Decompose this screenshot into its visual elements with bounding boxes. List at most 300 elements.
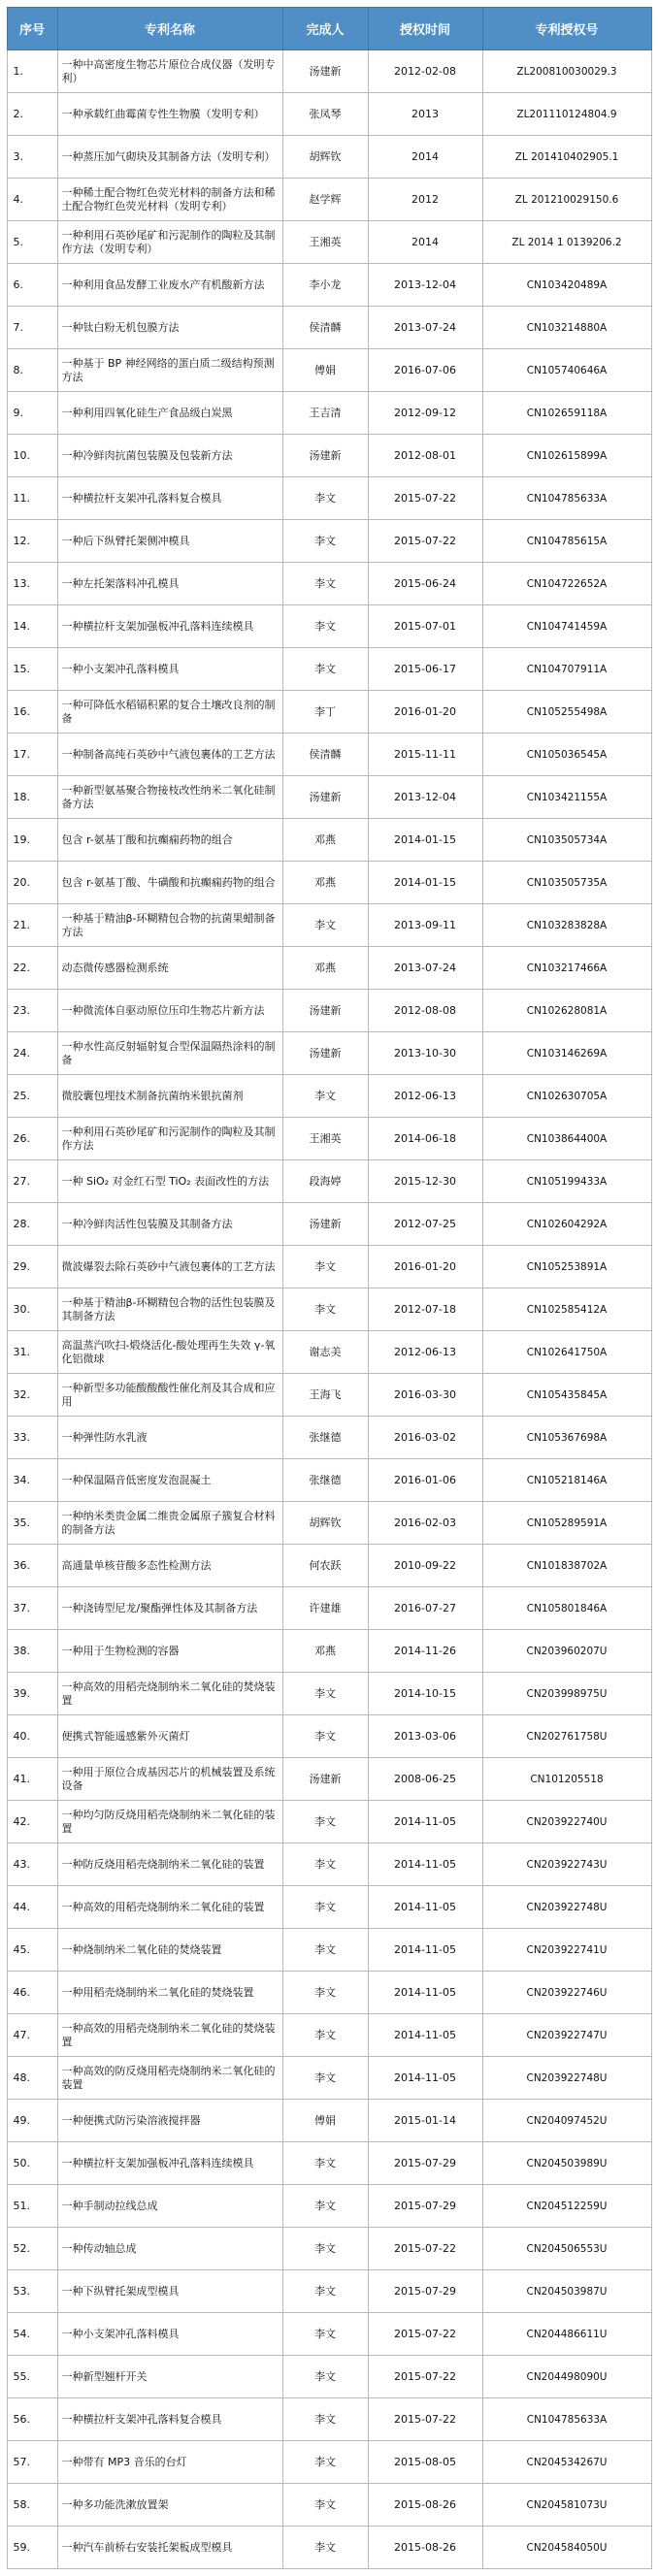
- cell-no: 37.: [7, 1587, 57, 1630]
- cell-no: 18.: [7, 776, 57, 819]
- cell-date: 2014-11-05: [368, 1801, 482, 1843]
- cell-name: 一种冷鲜肉抗菌包装膜及包装新方法: [57, 435, 282, 477]
- table-row: [7, 1545, 651, 1587]
- cell-name: 一种浇铸型尼龙/聚酯弹性体及其制备方法: [57, 1587, 282, 1630]
- cell-no: 20.: [7, 862, 57, 904]
- cell-name: 便携式智能遥感紫外灭菌灯: [57, 1715, 282, 1758]
- cell-inventor: 张凤琴: [282, 93, 368, 136]
- cell-no: 39.: [7, 1673, 57, 1715]
- cell-number: CN204534267U: [482, 2441, 651, 2484]
- cell-number: CN103146269A: [482, 1032, 651, 1075]
- cell-date: 2015-11-11: [368, 734, 482, 776]
- cell-date: 2014-01-15: [368, 819, 482, 862]
- cell-inventor: 李文: [282, 520, 368, 563]
- cell-number: CN101838702A: [482, 1545, 651, 1587]
- cell-name: 一种用于原位合成基因芯片的机械装置及系统设备: [57, 1758, 282, 1801]
- cell-number: CN203922748U: [482, 1886, 651, 1929]
- cell-inventor: 李文: [282, 2228, 368, 2270]
- cell-number: CN204503987U: [482, 2270, 651, 2313]
- cell-no: 42.: [7, 1801, 57, 1843]
- cell-inventor: 王湘英: [282, 221, 368, 264]
- table-row: [7, 520, 651, 563]
- cell-number: CN102628081A: [482, 990, 651, 1032]
- table-row: [7, 2057, 651, 2100]
- cell-inventor: 李文: [282, 2057, 368, 2100]
- cell-inventor: 李文: [282, 2014, 368, 2057]
- table-row: [7, 1118, 651, 1160]
- cell-no: 29.: [7, 1246, 57, 1288]
- cell-name: 一种防反烧用稻壳烧制纳米二氧化硅的装置: [57, 1843, 282, 1886]
- cell-no: 31.: [7, 1331, 57, 1374]
- cell-inventor: 李文: [282, 2313, 368, 2356]
- cell-date: 2012-07-18: [368, 1288, 482, 1331]
- cell-number: CN204581073U: [482, 2484, 651, 2527]
- cell-name: 一种高效的用稻壳烧制纳米二氧化硅的焚烧装置: [57, 2014, 282, 2057]
- cell-name: 一种冷鲜肉活性包装膜及其制备方法: [57, 1203, 282, 1246]
- cell-number: CN203960207U: [482, 1630, 651, 1673]
- table-row: [7, 1160, 651, 1203]
- cell-number: CN103420489A: [482, 264, 651, 307]
- table-row: [7, 477, 651, 520]
- cell-name: 微波爆裂去除石英砂中气液包裹体的工艺方法: [57, 1246, 282, 1288]
- cell-no: 51.: [7, 2185, 57, 2228]
- cell-inventor: 汤建新: [282, 990, 368, 1032]
- table-row: [7, 50, 651, 93]
- cell-name: 一种均匀防反烧用稻壳烧制纳米二氧化硅的装置: [57, 1801, 282, 1843]
- cell-number: CN105435845A: [482, 1374, 651, 1417]
- cell-name: 一种基于 BP 神经网络的蛋白质二级结构预测方法: [57, 349, 282, 392]
- cell-number: CN203922747U: [482, 2014, 651, 2057]
- cell-number: CN203922748U: [482, 2057, 651, 2100]
- table-row: [7, 1886, 651, 1929]
- cell-number: CN203922740U: [482, 1801, 651, 1843]
- cell-name: 一种水性高反射辐射复合型保温隔热涂料的制备: [57, 1032, 282, 1075]
- cell-date: 2014-01-15: [368, 862, 482, 904]
- cell-no: 12.: [7, 520, 57, 563]
- cell-inventor: 侯清麟: [282, 307, 368, 349]
- cell-date: 2014-06-18: [368, 1118, 482, 1160]
- cell-no: 46.: [7, 1972, 57, 2014]
- table-row: [7, 2100, 651, 2142]
- cell-number: CN101205518: [482, 1758, 651, 1801]
- cell-no: 17.: [7, 734, 57, 776]
- cell-no: 44.: [7, 1886, 57, 1929]
- cell-no: 15.: [7, 648, 57, 691]
- cell-number: CN204512259U: [482, 2185, 651, 2228]
- cell-name: 一种基于精油β-环糊精包合物的抗菌果蜡制备方法: [57, 904, 282, 947]
- table-row: [7, 2313, 651, 2356]
- cell-inventor: 邓燕: [282, 862, 368, 904]
- cell-date: 2016-01-06: [368, 1459, 482, 1502]
- cell-number: CN103217466A: [482, 947, 651, 990]
- table-row: [7, 349, 651, 392]
- cell-inventor: 段海婷: [282, 1160, 368, 1203]
- cell-date: 2015-01-14: [368, 2100, 482, 2142]
- table-row: [7, 2527, 651, 2569]
- header-number: 专利授权号: [482, 8, 651, 50]
- cell-name: 一种新型翘杆开关: [57, 2356, 282, 2398]
- cell-number: CN203922746U: [482, 1972, 651, 2014]
- cell-inventor: 汤建新: [282, 1032, 368, 1075]
- cell-name: 一种 SiO₂ 对金红石型 TiO₂ 表面改性的方法: [57, 1160, 282, 1203]
- cell-number: CN103505734A: [482, 819, 651, 862]
- cell-number: CN102615899A: [482, 435, 651, 477]
- cell-no: 10.: [7, 435, 57, 477]
- cell-date: 2016-03-30: [368, 1374, 482, 1417]
- cell-date: 2015-07-22: [368, 2313, 482, 2356]
- table-row: [7, 1032, 651, 1075]
- cell-inventor: 李文: [282, 2441, 368, 2484]
- cell-name: 一种基于精油β-环糊精包合物的活性包装膜及其制备方法: [57, 1288, 282, 1331]
- cell-name: 一种传动轴总成: [57, 2228, 282, 2270]
- table-row: [7, 904, 651, 947]
- cell-no: 50.: [7, 2142, 57, 2185]
- table-row: [7, 1288, 651, 1331]
- table-row: [7, 264, 651, 307]
- cell-date: 2014: [368, 221, 482, 264]
- table-row: [7, 1715, 651, 1758]
- cell-date: 2013: [368, 93, 482, 136]
- cell-no: 41.: [7, 1758, 57, 1801]
- cell-date: 2012-08-08: [368, 990, 482, 1032]
- cell-no: 36.: [7, 1545, 57, 1587]
- cell-number: CN204506553U: [482, 2228, 651, 2270]
- cell-inventor: 张继德: [282, 1417, 368, 1459]
- cell-name: 一种利用四氧化硅生产食品级白炭黑: [57, 392, 282, 435]
- table-row: [7, 307, 651, 349]
- cell-number: CN104722652A: [482, 563, 651, 605]
- cell-inventor: 谢志美: [282, 1331, 368, 1374]
- table-row: [7, 1929, 651, 1972]
- cell-inventor: 李丁: [282, 691, 368, 734]
- cell-name: 一种烧制纳米二氧化硅的焚烧装置: [57, 1929, 282, 1972]
- cell-name: 一种横拉杆支架加强板冲孔落料连续模具: [57, 2142, 282, 2185]
- cell-inventor: 李文: [282, 2185, 368, 2228]
- cell-no: 3.: [7, 136, 57, 179]
- cell-date: 2012-06-13: [368, 1075, 482, 1118]
- table-row: [7, 2484, 651, 2527]
- cell-name: 一种小支架冲孔落料模具: [57, 2313, 282, 2356]
- table-row: [7, 1758, 651, 1801]
- cell-no: 9.: [7, 392, 57, 435]
- cell-number: CN202761758U: [482, 1715, 651, 1758]
- cell-name: 一种横拉杆支架冲孔落料复合模具: [57, 477, 282, 520]
- cell-inventor: 李文: [282, 1673, 368, 1715]
- cell-name: 包含 r-氨基丁酸和抗癫痫药物的组合: [57, 819, 282, 862]
- table-row: [7, 392, 651, 435]
- cell-date: 2013-09-11: [368, 904, 482, 947]
- cell-name: 一种小支架冲孔落料模具: [57, 648, 282, 691]
- table-row: [7, 1459, 651, 1502]
- cell-number: CN103214880A: [482, 307, 651, 349]
- table-row: [7, 2441, 651, 2484]
- cell-number: ZL 201210029150.6: [482, 179, 651, 221]
- cell-inventor: 李文: [282, 1075, 368, 1118]
- table-row: [7, 1972, 651, 2014]
- cell-inventor: 胡辉钦: [282, 1502, 368, 1545]
- cell-date: 2015-06-17: [368, 648, 482, 691]
- header-no: 序号: [7, 8, 57, 50]
- cell-no: 1.: [7, 50, 57, 93]
- cell-no: 54.: [7, 2313, 57, 2356]
- table-header: [7, 8, 651, 50]
- cell-inventor: 张继德: [282, 1459, 368, 1502]
- table-row: [7, 1673, 651, 1715]
- cell-no: 58.: [7, 2484, 57, 2527]
- cell-inventor: 汤建新: [282, 1203, 368, 1246]
- cell-inventor: 李文: [282, 477, 368, 520]
- cell-number: CN104741459A: [482, 605, 651, 648]
- cell-date: 2015-07-29: [368, 2185, 482, 2228]
- cell-inventor: 李文: [282, 2356, 368, 2398]
- cell-number: CN204503989U: [482, 2142, 651, 2185]
- table-row: [7, 2014, 651, 2057]
- table-row: [7, 93, 651, 136]
- cell-inventor: 李小龙: [282, 264, 368, 307]
- cell-no: 19.: [7, 819, 57, 862]
- cell-name: 一种新型氨基聚合物接枝改性纳米二氧化硅制备方法: [57, 776, 282, 819]
- cell-number: CN204097452U: [482, 2100, 651, 2142]
- cell-no: 38.: [7, 1630, 57, 1673]
- cell-number: CN105367698A: [482, 1417, 651, 1459]
- cell-name: 一种便携式防污染溶液搅拌器: [57, 2100, 282, 2142]
- table-row: [7, 2356, 651, 2398]
- cell-inventor: 汤建新: [282, 1758, 368, 1801]
- cell-number: CN203922743U: [482, 1843, 651, 1886]
- cell-inventor: 汤建新: [282, 435, 368, 477]
- cell-date: 2014-11-05: [368, 1972, 482, 2014]
- cell-date: 2013-07-24: [368, 307, 482, 349]
- cell-inventor: 邓燕: [282, 947, 368, 990]
- cell-no: 45.: [7, 1929, 57, 1972]
- cell-date: 2015-07-01: [368, 605, 482, 648]
- cell-name: 一种制备高纯石英砂中气液包裹体的工艺方法: [57, 734, 282, 776]
- cell-date: 2013-07-24: [368, 947, 482, 990]
- cell-number: CN103864400A: [482, 1118, 651, 1160]
- cell-name: 一种用稻壳烧制纳米二氧化硅的焚烧装置: [57, 1972, 282, 2014]
- cell-no: 34.: [7, 1459, 57, 1502]
- cell-no: 59.: [7, 2527, 57, 2569]
- cell-name: 一种高效的防反烧用稻壳烧制纳米二氧化硅的装置: [57, 2057, 282, 2100]
- cell-number: ZL 2014 1 0139206.2: [482, 221, 651, 264]
- cell-number: CN105036545A: [482, 734, 651, 776]
- table-row: [7, 1801, 651, 1843]
- cell-name: 微胶囊包埋技术制备抗菌纳米银抗菌剂: [57, 1075, 282, 1118]
- table-row: [7, 435, 651, 477]
- cell-name: 一种利用石英砂尾矿和污泥制作的陶粒及其制作方法（发明专利）: [57, 221, 282, 264]
- cell-number: CN105801846A: [482, 1587, 651, 1630]
- cell-number: CN102630705A: [482, 1075, 651, 1118]
- table-row: [7, 1417, 651, 1459]
- cell-date: 2015-08-26: [368, 2484, 482, 2527]
- table-row: [7, 776, 651, 819]
- cell-inventor: 李文: [282, 1715, 368, 1758]
- cell-date: 2012-09-12: [368, 392, 482, 435]
- cell-name: 一种承载红曲霉菌专性生物膜（发明专利）: [57, 93, 282, 136]
- cell-no: 8.: [7, 349, 57, 392]
- table-row: [7, 947, 651, 990]
- cell-no: 52.: [7, 2228, 57, 2270]
- patent-table: [7, 7, 652, 2569]
- cell-number: CN105218146A: [482, 1459, 651, 1502]
- table-row: [7, 1246, 651, 1288]
- table-body: [7, 50, 651, 2569]
- cell-name: 一种后下纵臂托架侧冲模具: [57, 520, 282, 563]
- table-row: [7, 862, 651, 904]
- cell-no: 26.: [7, 1118, 57, 1160]
- cell-no: 14.: [7, 605, 57, 648]
- table-row: [7, 563, 651, 605]
- cell-inventor: 王湘英: [282, 1118, 368, 1160]
- table-row: [7, 2398, 651, 2441]
- table-row: [7, 2185, 651, 2228]
- cell-inventor: 汤建新: [282, 50, 368, 93]
- cell-date: 2012-02-08: [368, 50, 482, 93]
- cell-inventor: 王吉清: [282, 392, 368, 435]
- cell-inventor: 李文: [282, 2270, 368, 2313]
- cell-date: 2012-07-25: [368, 1203, 482, 1246]
- cell-date: 2015-07-29: [368, 2142, 482, 2185]
- cell-date: 2013-12-04: [368, 776, 482, 819]
- cell-no: 48.: [7, 2057, 57, 2100]
- cell-no: 5.: [7, 221, 57, 264]
- cell-inventor: 胡辉钦: [282, 136, 368, 179]
- cell-date: 2016-01-20: [368, 691, 482, 734]
- cell-no: 4.: [7, 179, 57, 221]
- cell-name: 包含 r-氨基丁酸、牛磺酸和抗癫痫药物的组合: [57, 862, 282, 904]
- cell-name: 一种下纵臂托架成型模具: [57, 2270, 282, 2313]
- table-row: [7, 1630, 651, 1673]
- cell-date: 2013-03-06: [368, 1715, 482, 1758]
- cell-number: CN105255498A: [482, 691, 651, 734]
- cell-date: 2016-01-20: [368, 1246, 482, 1288]
- cell-no: 33.: [7, 1417, 57, 1459]
- table-row: [7, 1331, 651, 1374]
- cell-no: 35.: [7, 1502, 57, 1545]
- cell-date: 2013-12-04: [368, 264, 482, 307]
- cell-no: 7.: [7, 307, 57, 349]
- cell-inventor: 许建雄: [282, 1587, 368, 1630]
- cell-no: 6.: [7, 264, 57, 307]
- cell-date: 2015-07-22: [368, 477, 482, 520]
- cell-inventor: 李文: [282, 648, 368, 691]
- table-row: [7, 2142, 651, 2185]
- cell-name: 一种左托架落料冲孔模具: [57, 563, 282, 605]
- cell-number: CN204498090U: [482, 2356, 651, 2398]
- cell-inventor: 傅娟: [282, 349, 368, 392]
- cell-name: 高通量单核苷酸多态性检测方法: [57, 1545, 282, 1587]
- cell-name: 一种纳米类贵金属二维贵金属原子簇复合材料的制备方法: [57, 1502, 282, 1545]
- cell-inventor: 李文: [282, 1972, 368, 2014]
- cell-number: CN105199433A: [482, 1160, 651, 1203]
- cell-no: 27.: [7, 1160, 57, 1203]
- cell-name: 一种钛白粉无机包膜方法: [57, 307, 282, 349]
- cell-no: 21.: [7, 904, 57, 947]
- cell-name: 一种高效的用稻壳烧制纳米二氧化硅的装置: [57, 1886, 282, 1929]
- cell-name: 一种微流体自驱动原位压印生物芯片新方法: [57, 990, 282, 1032]
- cell-inventor: 邓燕: [282, 1630, 368, 1673]
- cell-name: 一种可降低水稻镉积累的复合土壤改良剂的制备: [57, 691, 282, 734]
- cell-number: CN105740646A: [482, 349, 651, 392]
- cell-name: 一种汽车前桥右安装托架板成型模具: [57, 2527, 282, 2569]
- cell-name: 高温蒸汽吹扫-煅烧活化-酸处理再生失效 γ-氧化铝微球: [57, 1331, 282, 1374]
- table-row: [7, 2228, 651, 2270]
- header-date: 授权时间: [368, 8, 482, 50]
- cell-date: 2015-07-22: [368, 2228, 482, 2270]
- cell-no: 30.: [7, 1288, 57, 1331]
- table-row: [7, 221, 651, 264]
- cell-inventor: 李文: [282, 2484, 368, 2527]
- cell-inventor: 李文: [282, 2398, 368, 2441]
- table-row: [7, 1502, 651, 1545]
- cell-inventor: 王海飞: [282, 1374, 368, 1417]
- cell-no: 25.: [7, 1075, 57, 1118]
- cell-inventor: 李文: [282, 1801, 368, 1843]
- cell-inventor: 侯清麟: [282, 734, 368, 776]
- cell-number: ZL201110124804.9: [482, 93, 651, 136]
- cell-number: CN105289591A: [482, 1502, 651, 1545]
- cell-no: 13.: [7, 563, 57, 605]
- cell-date: 2014-11-05: [368, 2014, 482, 2057]
- cell-name: 一种手制动拉线总成: [57, 2185, 282, 2228]
- table-row: [7, 1843, 651, 1886]
- cell-date: 2015-08-05: [368, 2441, 482, 2484]
- cell-date: 2015-07-22: [368, 2356, 482, 2398]
- cell-name: 一种保温隔音低密度发泡混凝土: [57, 1459, 282, 1502]
- table-row: [7, 1374, 651, 1417]
- cell-number: CN203922741U: [482, 1929, 651, 1972]
- cell-no: 47.: [7, 2014, 57, 2057]
- cell-name: 一种带有 MP3 音乐的台灯: [57, 2441, 282, 2484]
- cell-number: CN103283828A: [482, 904, 651, 947]
- cell-no: 16.: [7, 691, 57, 734]
- cell-name: 动态微传感器检测系统: [57, 947, 282, 990]
- cell-inventor: 李文: [282, 1929, 368, 1972]
- table-row: [7, 990, 651, 1032]
- cell-inventor: 傅娟: [282, 2100, 368, 2142]
- header-inventor: 完成人: [282, 8, 368, 50]
- cell-inventor: 李文: [282, 2527, 368, 2569]
- cell-number: CN204486611U: [482, 2313, 651, 2356]
- table-row: [7, 734, 651, 776]
- cell-number: CN103505735A: [482, 862, 651, 904]
- cell-name: 一种稀土配合物红色荧光材料的制备方法和稀土配合物红色荧光材料（发明专利）: [57, 179, 282, 221]
- cell-date: 2014-11-26: [368, 1630, 482, 1673]
- cell-number: ZL 201410402905.1: [482, 136, 651, 179]
- cell-number: CN203998975U: [482, 1673, 651, 1715]
- cell-date: 2015-07-22: [368, 2398, 482, 2441]
- cell-name: 一种蒸压加气砌块及其制备方法（发明专利）: [57, 136, 282, 179]
- cell-date: 2016-07-27: [368, 1587, 482, 1630]
- table-row: [7, 1587, 651, 1630]
- cell-date: 2008-06-25: [368, 1758, 482, 1801]
- header-row: [7, 8, 651, 50]
- cell-number: CN104785633A: [482, 2398, 651, 2441]
- table-row: [7, 648, 651, 691]
- cell-inventor: 李文: [282, 605, 368, 648]
- cell-number: CN104707911A: [482, 648, 651, 691]
- cell-date: 2016-03-02: [368, 1417, 482, 1459]
- cell-number: CN102604292A: [482, 1203, 651, 1246]
- cell-number: CN105253891A: [482, 1246, 651, 1288]
- cell-number: CN102659118A: [482, 392, 651, 435]
- table-row: [7, 1203, 651, 1246]
- cell-number: CN104785615A: [482, 520, 651, 563]
- cell-name: 一种利用石英砂尾矿和污泥制作的陶粒及其制作方法: [57, 1118, 282, 1160]
- cell-inventor: 邓燕: [282, 819, 368, 862]
- cell-name: 一种高效的用稻壳烧制纳米二氧化硅的焚烧装置: [57, 1673, 282, 1715]
- cell-date: 2015-12-30: [368, 1160, 482, 1203]
